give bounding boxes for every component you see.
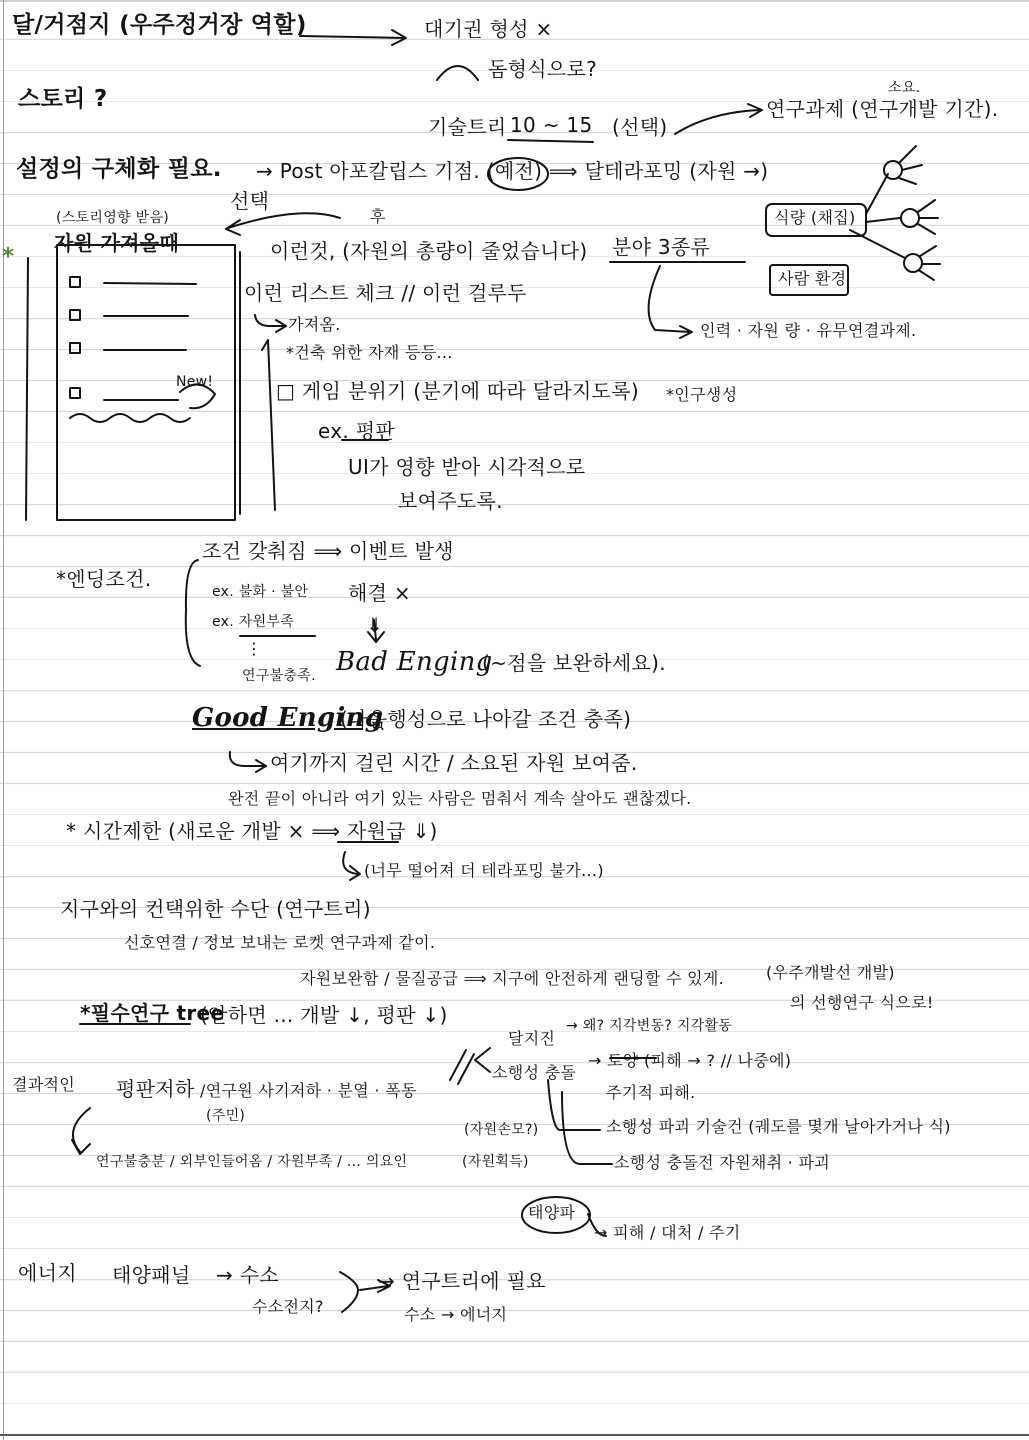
ex-reputation-text: ex. 평판 <box>318 419 395 443</box>
wavy-line <box>70 414 190 422</box>
too-far-text: (너무 떨어져 더 테라포밍 불가...) <box>364 861 604 880</box>
resource-supply-text: 자원보완함 / 물질공급 ⟹ 지구에 안전하게 랜딩할 수 있게. <box>300 969 725 988</box>
meteor-text: 소행성 충돌 <box>492 1063 577 1082</box>
reputation-drop-text: 평판저하 <box>116 1077 195 1101</box>
bad-ending-note: (~점을 보완하세요). <box>482 651 666 675</box>
resource-gain2-text: (자원획득) <box>462 1154 529 1170</box>
bad-ending-text: Bad Enging <box>336 647 493 677</box>
space-dev2-text: 의 선행연구 식으로! <box>790 993 934 1012</box>
game-mood-text: □ 게임 분위기 (분기에 따라 달라지도록) <box>276 379 639 403</box>
down-arrow-text: ⇓ <box>366 613 384 637</box>
resolve-x-text: 해결 × <box>348 581 411 605</box>
earth-contact-text: 지구와의 컨택위한 수단 (연구트리) <box>60 897 371 921</box>
bring-in-text: 가져옴. <box>288 315 341 334</box>
ending-conditions-text: *엔딩조건. <box>56 567 152 591</box>
tech-select-text: (선택) <box>612 115 668 139</box>
research-note-text: 소요. <box>888 80 921 96</box>
hydrogen-battery-text: 수소전지? <box>252 1297 324 1316</box>
ending-bracket <box>186 560 200 666</box>
energy-brace <box>340 1272 358 1312</box>
solar-wind-text: 태양파 <box>528 1203 576 1222</box>
ex-anxiety-text: ex. 불화 · 불안 <box>212 584 309 600</box>
ui-affected-text: UI가 영향 받아 시각적으로 <box>348 455 586 479</box>
researcher-text: /연구원 사기저하 · 분열 · 폭동 <box>200 1081 417 1100</box>
time-limit-text: * 시간제한 (새로운 개발 × ⟹ 자원급 ⇓) <box>66 819 438 843</box>
tech-tree-text: 기술트리 <box>428 115 507 139</box>
fatal-text: 결과적인 <box>12 1075 76 1094</box>
field-3types-text: 분야 3종류 <box>612 235 711 259</box>
new-badge-text: New! <box>176 374 214 390</box>
solar-panel-text: 태양패널 <box>112 1263 191 1287</box>
post-apocalypse-text: → Post 아포칼립스 기점. (예전) ⟹ 달테라포밍 (자원 →) <box>256 159 769 183</box>
solar-effects-text: → 피해 / 대처 / 주기 <box>594 1223 741 1242</box>
story-text: 스토리 ? <box>18 86 108 112</box>
meteor-collection-text: 소행성 충돌전 자원채취 · 파괴 <box>614 1153 831 1172</box>
people-list-text: 인력 · 자원 량 · 유무연결과제. <box>700 321 917 340</box>
periodic-damage-text: 주기적 피해. <box>606 1083 696 1102</box>
show-it-text: 보여주도록. <box>398 489 503 513</box>
ex-resource-short-text: ex. 자원부족 <box>212 614 295 630</box>
research-incomplete-text: 연구불충족. <box>242 668 316 684</box>
food-text: 식량 (채집) <box>774 208 856 227</box>
if-not-text: (안하면 ... 개발 ↓, 평판 ↓) <box>200 1003 448 1027</box>
research-task-text: 연구과제 (연구개발 기간). <box>766 97 999 121</box>
signal-text: 신호연결 / 정보 보내는 로켓 연구과제 같이. <box>124 933 436 952</box>
resource-shortage-text: 이런것, (자원의 총량이 줄었습니다) <box>270 239 588 263</box>
condition-met-text: 조건 갖춰짐 ⟹ 이벤트 발생 <box>202 539 454 563</box>
hydrogen-text: → 수소 <box>216 1263 279 1287</box>
not-the-end-text: 완전 끝이 아니라 여기 있는 사람은 멈춰서 계속 살아도 괜찮겠다. <box>228 789 692 808</box>
meteor-defense-text: 소행성 파괴 기술건 (궤도를 몇개 날아가거나 식) <box>606 1117 951 1136</box>
resource-gain-text: (자원손모?) <box>464 1122 539 1138</box>
good-ending-note: (다음행성으로 나아갈 조건 충족) <box>340 707 632 731</box>
researcher-sub-text: (주민) <box>206 1108 246 1124</box>
concretize-text: 설정의 구체화 필요. <box>16 156 222 182</box>
mandatory-research-text: *필수연구 tree <box>80 1001 225 1025</box>
title-text: 달/거점지 (우주정거장 역할) <box>12 12 307 38</box>
checklist-line-text: 이런 리스트 체크 // 이런 걸루두 <box>244 281 527 305</box>
field-branch <box>649 266 692 338</box>
energy-text: 에너지 <box>18 1261 77 1285</box>
ellipsis-dots-text: ⋮ <box>246 639 263 658</box>
after-text: 후 <box>370 207 386 226</box>
tech-range-text: 10 ~ 15 <box>510 113 593 137</box>
causes-text: 연구불충분 / 외부인들어옴 / 자원부족 / ... 의요인 <box>96 1154 408 1170</box>
research-arrow <box>675 104 762 134</box>
moon-quake-text: 달지진 <box>508 1029 556 1048</box>
hydrogen-energy-text: 수소 → 에너지 <box>404 1305 508 1324</box>
population-text: *인구생성 <box>666 385 738 404</box>
living-env-text: 사람 환경 <box>778 269 847 288</box>
needs-research-text: → 연구트리에 필요 <box>378 1269 546 1293</box>
space-dev-text: (우주개발선 개발) <box>766 963 895 982</box>
no-atmosphere-text: 대기권 형성 × <box>424 17 553 41</box>
why-text: → 왜? 지각변동? 지각활동 <box>566 1018 733 1034</box>
resource-bring-text: 자원 가져올때 <box>54 231 179 255</box>
green-star: * <box>2 244 15 270</box>
select-arrow <box>226 213 340 235</box>
storyline-effect-text: (스토리영향 받음) <box>56 210 170 226</box>
damage-text: → 토양 (피해 → ? // 나중에) <box>588 1051 792 1070</box>
select-label: 선택 <box>230 189 270 213</box>
good-ending-text: Good Enging <box>192 703 384 733</box>
building-materials-text: *건축 위한 자재 등등... <box>286 343 453 362</box>
title-arrow <box>300 30 406 45</box>
time-taken-text: 여기까지 걸린 시간 / 소요된 자원 보여줌. <box>270 751 638 775</box>
dome-text: 돔형식으로? <box>488 57 598 81</box>
dome-arc <box>437 66 478 80</box>
